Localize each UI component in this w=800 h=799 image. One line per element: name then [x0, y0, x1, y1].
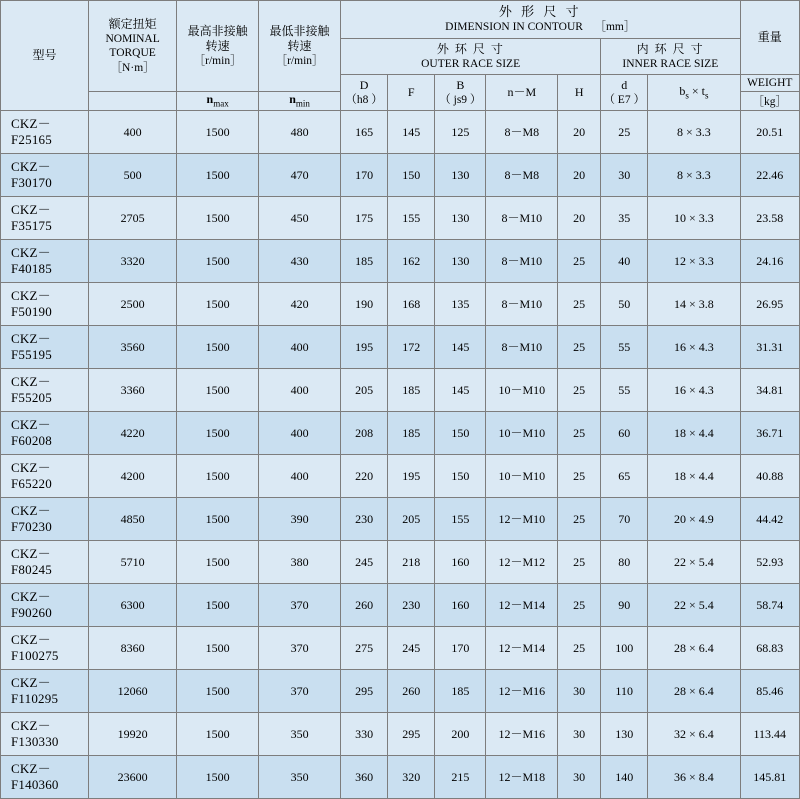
- cell-D: 330: [341, 713, 388, 756]
- cell-nmin: 430: [259, 240, 341, 283]
- cell-F: 162: [388, 240, 435, 283]
- cell-bt: 10 × 3.3: [648, 197, 740, 240]
- cell-d: 55: [601, 326, 648, 369]
- table-row: [1, 412, 800, 455]
- table-row: [1, 584, 800, 627]
- cell-weight: 40.88: [740, 455, 800, 498]
- cell-F: 230: [388, 584, 435, 627]
- cell-D: 165: [341, 111, 388, 154]
- table-row: [1, 713, 800, 756]
- cell-H: 25: [558, 455, 601, 498]
- header-nmax-cn1: 最高非接触: [187, 23, 248, 38]
- cell-F: 260: [388, 670, 435, 713]
- cell-D: 245: [341, 541, 388, 584]
- header-col-bt: [648, 75, 740, 111]
- cell-F: 205: [388, 498, 435, 541]
- cell-bt: 18 × 4.4: [648, 412, 740, 455]
- cell-torque: 400: [89, 111, 177, 154]
- cell-nM: 12－M10: [486, 498, 558, 541]
- header-weight-en: WEIGHT: [740, 75, 800, 92]
- cell-B: 150: [435, 455, 486, 498]
- cell-B: 130: [435, 154, 486, 197]
- cell-bt: 22 × 5.4: [648, 541, 740, 584]
- cell-B: 135: [435, 283, 486, 326]
- cell-H: 25: [558, 541, 601, 584]
- cell-weight: 34.81: [740, 369, 800, 412]
- cell-weight: 85.46: [740, 670, 800, 713]
- header-dimension-cn: 外 形 尺 寸: [498, 4, 582, 19]
- cell-B: 150: [435, 412, 486, 455]
- cell-model: CKZ－F110295: [1, 670, 89, 713]
- cell-B: 130: [435, 197, 486, 240]
- cell-nmin: 380: [259, 541, 341, 584]
- cell-H: 20: [558, 154, 601, 197]
- header-col-D-note: （h8 ）: [345, 94, 383, 106]
- cell-nmin: 390: [259, 498, 341, 541]
- cell-weight: 24.16: [740, 240, 800, 283]
- cell-nmin: 400: [259, 369, 341, 412]
- cell-nmax: 1500: [177, 326, 259, 369]
- cell-nmin: 370: [259, 584, 341, 627]
- header-dimension: [341, 1, 740, 39]
- cell-H: 25: [558, 369, 601, 412]
- cell-model: CKZ－F25165: [1, 111, 89, 154]
- header-col-nM-name: n－M: [507, 85, 537, 100]
- header-nmax-unit: ［r/min］: [193, 54, 242, 67]
- cell-nM: 8－M10: [486, 240, 558, 283]
- cell-d: 130: [601, 713, 648, 756]
- cell-nM: 12－M14: [486, 584, 558, 627]
- cell-F: 320: [388, 756, 435, 799]
- cell-nmin: 400: [259, 412, 341, 455]
- cell-nmin: 400: [259, 326, 341, 369]
- cell-B: 145: [435, 326, 486, 369]
- cell-model: CKZ－F35175: [1, 197, 89, 240]
- header-col-d-note: （ E7 ）: [603, 94, 645, 106]
- cell-H: 30: [558, 756, 601, 799]
- cell-nmin: 370: [259, 670, 341, 713]
- table-row: [1, 240, 800, 283]
- cell-H: 25: [558, 412, 601, 455]
- cell-nM: 12－M16: [486, 713, 558, 756]
- cell-D: 170: [341, 154, 388, 197]
- header-col-B-name: B: [456, 78, 465, 92]
- header-col-nM: [486, 75, 558, 111]
- cell-F: 245: [388, 627, 435, 670]
- cell-nmin: 350: [259, 713, 341, 756]
- header-row-1: [1, 1, 800, 39]
- cell-nmax: 1500: [177, 498, 259, 541]
- cell-H: 30: [558, 670, 601, 713]
- cell-bt: 18 × 4.4: [648, 455, 740, 498]
- header-dimension-en: DIMENSION IN CONTOUR ［mm］: [445, 21, 636, 34]
- cell-H: 25: [558, 584, 601, 627]
- cell-torque: 2500: [89, 283, 177, 326]
- cell-F: 295: [388, 713, 435, 756]
- cell-weight: 36.71: [740, 412, 800, 455]
- header-nmin-cn1: 最低非接触: [269, 23, 330, 38]
- header-col-bt-name: $b_s \times t_s$: [679, 83, 709, 101]
- cell-model: CKZ－F80245: [1, 541, 89, 584]
- header-weight-unit: ［kg］: [740, 92, 800, 111]
- cell-B: 145: [435, 369, 486, 412]
- cell-nM: 8－M8: [486, 111, 558, 154]
- header-nmin-unit: ［r/min］: [275, 54, 324, 67]
- header-weight-cn: 重量: [757, 30, 782, 44]
- cell-B: 160: [435, 584, 486, 627]
- cell-model: CKZ－F55205: [1, 369, 89, 412]
- cell-D: 260: [341, 584, 388, 627]
- cell-bt: 16 × 4.3: [648, 326, 740, 369]
- header-col-H: [558, 75, 601, 111]
- table-body: [1, 111, 800, 799]
- cell-model: CKZ－F40185: [1, 240, 89, 283]
- cell-B: 200: [435, 713, 486, 756]
- cell-nM: 10－M10: [486, 455, 558, 498]
- header-nmin: [259, 1, 341, 92]
- table-header: [1, 1, 800, 111]
- header-model-label: 型号: [32, 48, 57, 63]
- cell-torque: 2705: [89, 197, 177, 240]
- cell-D: 185: [341, 240, 388, 283]
- cell-nmin: 400: [259, 455, 341, 498]
- cell-D: 230: [341, 498, 388, 541]
- cell-model: CKZ－F65220: [1, 455, 89, 498]
- cell-nmax: 1500: [177, 455, 259, 498]
- cell-nM: 12－M18: [486, 756, 558, 799]
- cell-H: 20: [558, 111, 601, 154]
- header-inner-race: [601, 38, 740, 74]
- cell-weight: 31.31: [740, 326, 800, 369]
- cell-model: CKZ－F60208: [1, 412, 89, 455]
- cell-torque: 12060: [89, 670, 177, 713]
- cell-model: CKZ－F130330: [1, 713, 89, 756]
- cell-H: 20: [558, 197, 601, 240]
- cell-nM: 8－M10: [486, 197, 558, 240]
- cell-nM: 12－M14: [486, 627, 558, 670]
- cell-d: 100: [601, 627, 648, 670]
- cell-d: 65: [601, 455, 648, 498]
- table-row: [1, 670, 800, 713]
- cell-F: 168: [388, 283, 435, 326]
- cell-B: 155: [435, 498, 486, 541]
- cell-weight: 20.51: [740, 111, 800, 154]
- header-torque-cn: 额定扭矩: [108, 16, 157, 31]
- cell-d: 40: [601, 240, 648, 283]
- cell-bt: 14 × 3.8: [648, 283, 740, 326]
- cell-D: 190: [341, 283, 388, 326]
- cell-nmax: 1500: [177, 197, 259, 240]
- table-row: [1, 369, 800, 412]
- header-col-d-name: d: [621, 78, 628, 92]
- header-col-D-name: D: [359, 78, 369, 92]
- cell-nmax: 1500: [177, 584, 259, 627]
- cell-model: CKZ－F50190: [1, 283, 89, 326]
- cell-weight: 23.58: [740, 197, 800, 240]
- header-nmax-cn2: 转速: [205, 38, 230, 53]
- cell-B: 130: [435, 240, 486, 283]
- cell-nmin: 480: [259, 111, 341, 154]
- cell-torque: 5710: [89, 541, 177, 584]
- table-row: [1, 283, 800, 326]
- cell-F: 150: [388, 154, 435, 197]
- cell-d: 70: [601, 498, 648, 541]
- header-model: [1, 1, 89, 111]
- cell-nmax: 1500: [177, 369, 259, 412]
- cell-d: 50: [601, 283, 648, 326]
- header-inner-en: INNER RACE SIZE: [622, 57, 719, 70]
- cell-F: 145: [388, 111, 435, 154]
- cell-torque: 4220: [89, 412, 177, 455]
- cell-model: CKZ－F70230: [1, 498, 89, 541]
- cell-nM: 12－M16: [486, 670, 558, 713]
- table-row: [1, 197, 800, 240]
- cell-D: 220: [341, 455, 388, 498]
- cell-F: 218: [388, 541, 435, 584]
- header-inner-cn: 内 环 尺 寸: [636, 41, 705, 56]
- cell-F: 185: [388, 369, 435, 412]
- cell-d: 90: [601, 584, 648, 627]
- cell-D: 175: [341, 197, 388, 240]
- cell-d: 30: [601, 154, 648, 197]
- cell-torque: 8360: [89, 627, 177, 670]
- cell-bt: 22 × 5.4: [648, 584, 740, 627]
- cell-nmax: 1500: [177, 541, 259, 584]
- cell-D: 295: [341, 670, 388, 713]
- cell-nmax: 1500: [177, 670, 259, 713]
- cell-torque: 6300: [89, 584, 177, 627]
- cell-nmax: 1500: [177, 412, 259, 455]
- cell-B: 170: [435, 627, 486, 670]
- cell-d: 140: [601, 756, 648, 799]
- cell-nmax: 1500: [177, 627, 259, 670]
- table-row: [1, 756, 800, 799]
- header-nmax-sym: $n_{max}$: [177, 92, 259, 111]
- cell-model: CKZ－F30170: [1, 154, 89, 197]
- cell-model: CKZ－F140360: [1, 756, 89, 799]
- header-torque: [89, 1, 177, 92]
- cell-bt: 32 × 6.4: [648, 713, 740, 756]
- cell-model: CKZ－F55195: [1, 326, 89, 369]
- cell-torque: 23600: [89, 756, 177, 799]
- cell-H: 30: [558, 713, 601, 756]
- cell-F: 185: [388, 412, 435, 455]
- header-col-F: [388, 75, 435, 111]
- cell-torque: 19920: [89, 713, 177, 756]
- cell-nmin: 420: [259, 283, 341, 326]
- cell-D: 205: [341, 369, 388, 412]
- table-row: [1, 154, 800, 197]
- header-weight: [740, 1, 800, 75]
- header-torque-en2: TORQUE: [109, 47, 156, 60]
- header-nmax: [177, 1, 259, 92]
- header-outer-cn: 外 环 尺 寸: [436, 41, 505, 56]
- cell-F: 195: [388, 455, 435, 498]
- cell-nmax: 1500: [177, 756, 259, 799]
- cell-H: 25: [558, 498, 601, 541]
- cell-weight: 58.74: [740, 584, 800, 627]
- cell-torque: 4850: [89, 498, 177, 541]
- cell-d: 35: [601, 197, 648, 240]
- cell-F: 155: [388, 197, 435, 240]
- cell-nmin: 450: [259, 197, 341, 240]
- cell-nM: 8－M8: [486, 154, 558, 197]
- table-row: [1, 627, 800, 670]
- cell-model: CKZ－F100275: [1, 627, 89, 670]
- cell-nM: 10－M10: [486, 412, 558, 455]
- cell-weight: 44.42: [740, 498, 800, 541]
- cell-nmin: 350: [259, 756, 341, 799]
- cell-d: 80: [601, 541, 648, 584]
- header-nmin-cn2: 转速: [287, 38, 312, 53]
- cell-bt: 12 × 3.3: [648, 240, 740, 283]
- cell-weight: 68.83: [740, 627, 800, 670]
- cell-bt: 28 × 6.4: [648, 670, 740, 713]
- cell-D: 360: [341, 756, 388, 799]
- cell-B: 160: [435, 541, 486, 584]
- table-row: [1, 541, 800, 584]
- header-outer-en: OUTER RACE SIZE: [421, 57, 521, 70]
- cell-H: 25: [558, 240, 601, 283]
- cell-nM: 8－M10: [486, 283, 558, 326]
- header-col-F-name: F: [407, 85, 415, 100]
- cell-torque: 3320: [89, 240, 177, 283]
- cell-bt: 28 × 6.4: [648, 627, 740, 670]
- cell-weight: 26.95: [740, 283, 800, 326]
- cell-nM: 12－M12: [486, 541, 558, 584]
- cell-bt: 20 × 4.9: [648, 498, 740, 541]
- table-row: [1, 455, 800, 498]
- header-col-B-note: （ js9 ）: [439, 94, 482, 106]
- table-row: [1, 326, 800, 369]
- table-row: [1, 498, 800, 541]
- header-nmin-sym: $n_{min}$: [259, 92, 341, 111]
- header-outer-race: [341, 38, 601, 74]
- cell-weight: 22.46: [740, 154, 800, 197]
- cell-D: 195: [341, 326, 388, 369]
- cell-d: 110: [601, 670, 648, 713]
- cell-nmax: 1500: [177, 154, 259, 197]
- cell-weight: 52.93: [740, 541, 800, 584]
- cell-bt: 36 × 8.4: [648, 756, 740, 799]
- cell-torque: 3360: [89, 369, 177, 412]
- cell-nM: 8－M10: [486, 326, 558, 369]
- cell-bt: 16 × 4.3: [648, 369, 740, 412]
- header-col-H-name: H: [574, 85, 584, 100]
- cell-B: 215: [435, 756, 486, 799]
- table-row: [1, 111, 800, 154]
- cell-d: 55: [601, 369, 648, 412]
- header-torque-sym: [89, 92, 177, 111]
- cell-nmax: 1500: [177, 240, 259, 283]
- cell-nmin: 370: [259, 627, 341, 670]
- cell-nmax: 1500: [177, 713, 259, 756]
- cell-H: 25: [558, 283, 601, 326]
- cell-B: 125: [435, 111, 486, 154]
- cell-nmax: 1500: [177, 283, 259, 326]
- cell-B: 185: [435, 670, 486, 713]
- cell-d: 25: [601, 111, 648, 154]
- cell-D: 275: [341, 627, 388, 670]
- cell-nmax: 1500: [177, 111, 259, 154]
- cell-weight: 113.44: [740, 713, 800, 756]
- cell-bt: 8 × 3.3: [648, 154, 740, 197]
- cell-nmin: 470: [259, 154, 341, 197]
- cell-d: 60: [601, 412, 648, 455]
- cell-torque: 500: [89, 154, 177, 197]
- cell-model: CKZ－F90260: [1, 584, 89, 627]
- cell-bt: 8 × 3.3: [648, 111, 740, 154]
- cell-torque: 4200: [89, 455, 177, 498]
- header-col-d: [601, 75, 648, 111]
- cell-H: 25: [558, 627, 601, 670]
- cell-H: 25: [558, 326, 601, 369]
- header-torque-en1: NOMINAL: [105, 32, 160, 45]
- cell-D: 208: [341, 412, 388, 455]
- cell-torque: 3560: [89, 326, 177, 369]
- header-col-B: [435, 75, 486, 111]
- cell-nM: 10－M10: [486, 369, 558, 412]
- header-torque-unit: ［N·m］: [110, 61, 155, 74]
- cell-F: 172: [388, 326, 435, 369]
- header-col-D: [341, 75, 388, 111]
- cell-weight: 145.81: [740, 756, 800, 799]
